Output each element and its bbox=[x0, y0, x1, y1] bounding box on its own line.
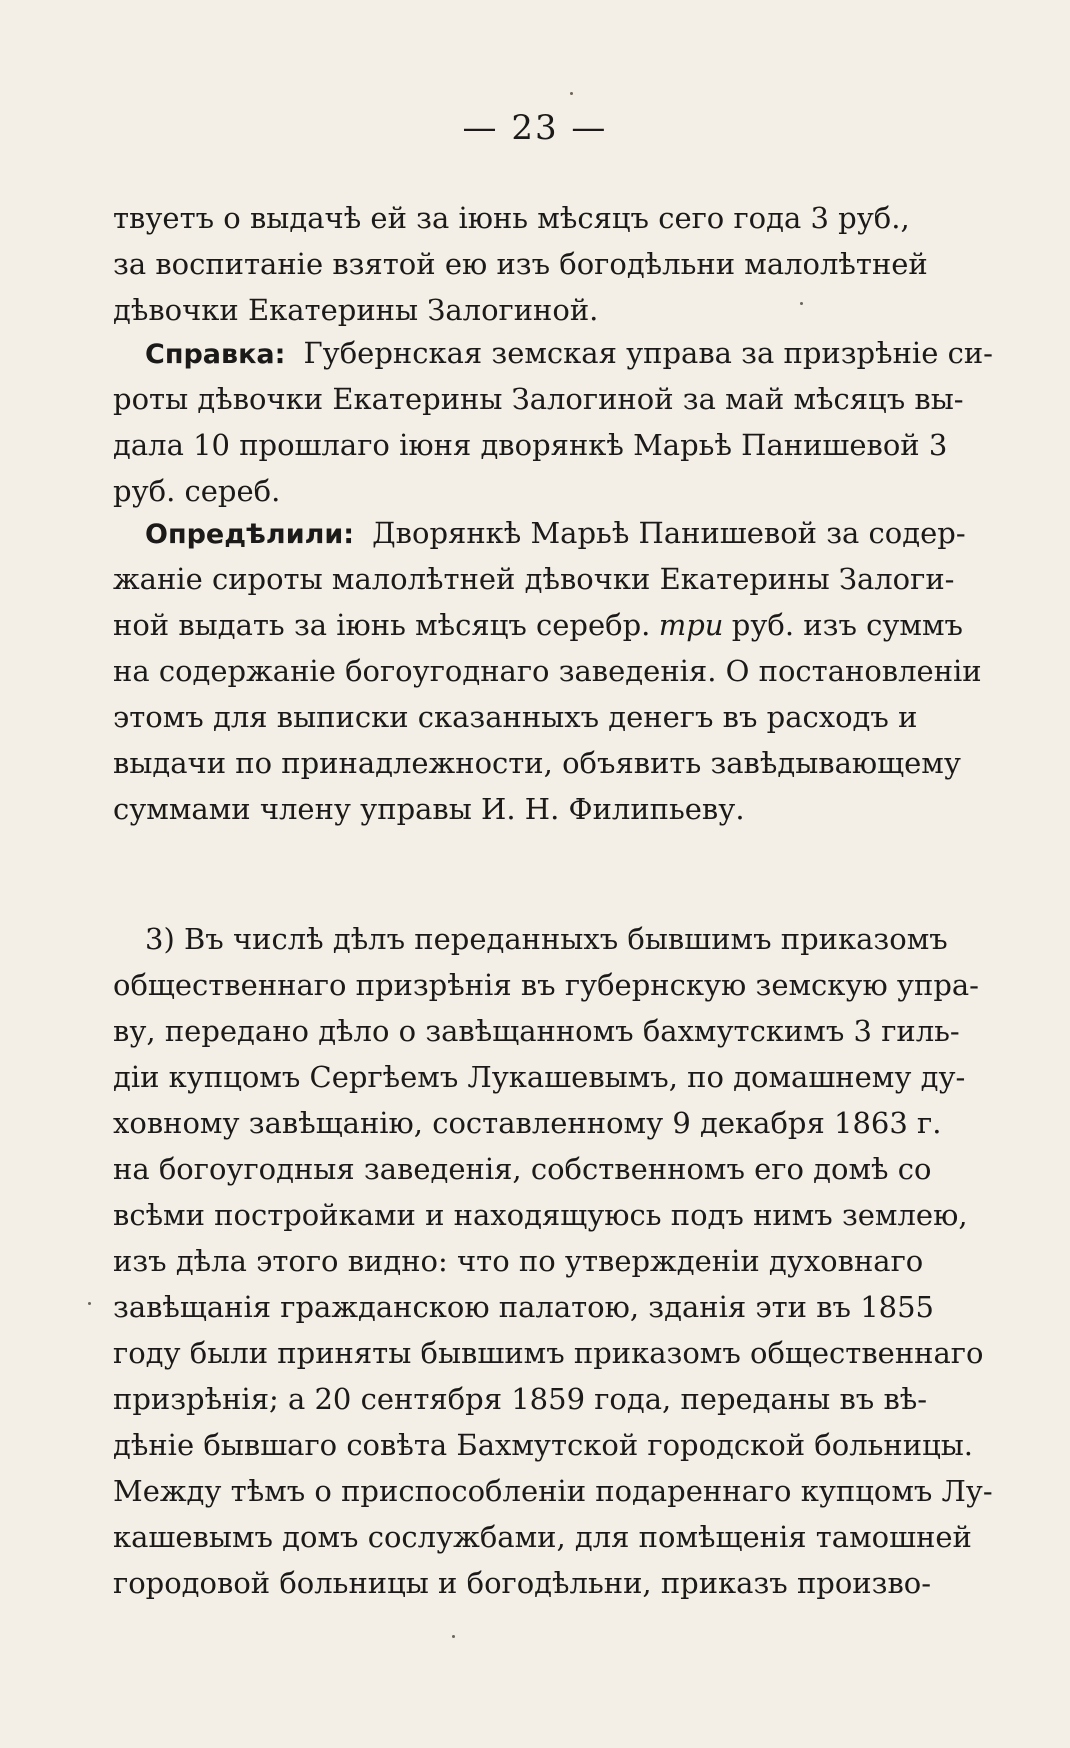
paper-speck bbox=[88, 1302, 91, 1305]
text-line: этомъ для выписки сказанныхъ денегъ въ расходъ и bbox=[113, 700, 918, 734]
paper-speck bbox=[570, 92, 573, 95]
text-line: кашевымъ домъ сослужбами, для помѣщенія тамошней bbox=[113, 1520, 972, 1554]
paper-speck bbox=[800, 302, 803, 305]
text-line: городовой больницы и богодѣльни, приказъ произво- bbox=[113, 1566, 932, 1600]
page-number: — 23 — bbox=[462, 108, 608, 148]
text-line: ховному завѣщанію, составленному 9 декабря 1863 г. bbox=[113, 1106, 942, 1140]
line3-italic-word: три bbox=[658, 608, 724, 642]
paper-speck bbox=[452, 1635, 455, 1638]
text-line: дѣвочки Екатерины Залогиной. bbox=[113, 293, 599, 327]
text-line bbox=[113, 330, 993, 376]
text-line: на богоугодныя заведенія, собственномъ его домѣ со bbox=[113, 1152, 932, 1186]
spravka-label: Справка: bbox=[145, 339, 286, 370]
text-line: на содержаніе богоугоднаго заведенія. О постановленіи bbox=[113, 654, 982, 688]
text-line: выдачи по принадлежности, объявить завѣдывающему bbox=[113, 746, 961, 780]
text-line: Между тѣмъ о приспособленіи подареннаго купцомъ Лу- bbox=[113, 1474, 993, 1508]
text-line: дѣніе бывшаго совѣта Бахмутской городской больницы. bbox=[113, 1428, 974, 1462]
text-line: за воспитаніе взятой ею изъ богодѣльни малолѣтней bbox=[113, 247, 928, 281]
text-line: призрѣнія; а 20 сентября 1859 года, переданы въ вѣ- bbox=[113, 1382, 928, 1416]
text-line: 3) Въ числѣ дѣлъ переданныхъ бывшимъ приказомъ bbox=[145, 922, 948, 956]
text-line: діи купцомъ Сергѣемъ Лукашевымъ, по домашнему ду- bbox=[113, 1060, 966, 1094]
text-line: ву, передано дѣло о завѣщанномъ бахмутскимъ 3 гиль- bbox=[113, 1014, 960, 1048]
text-line: завѣщанія гражданскою палатою, зданія эти въ 1855 bbox=[113, 1290, 935, 1324]
text-line: всѣми постройками и находящуюсь подъ нимъ землею, bbox=[113, 1198, 968, 1232]
text-line: жаніе сироты малолѣтней дѣвочки Екатерины Залоги- bbox=[113, 562, 955, 596]
text-line bbox=[113, 510, 966, 556]
section-3-paragraph bbox=[113, 916, 993, 1606]
text-line bbox=[113, 602, 963, 648]
text-line: руб. сереб. bbox=[113, 474, 281, 508]
text-line: роты дѣвочки Екатерины Залогиной за май мѣсяцъ вы- bbox=[113, 382, 964, 416]
text-line: твуетъ о выдачѣ ей за іюнь мѣсяцъ сего года 3 руб., bbox=[113, 201, 910, 235]
text-line: году были приняты бывшимъ приказомъ общественнаго bbox=[113, 1336, 984, 1370]
line3-before: ной выдать за іюнь мѣсяцъ серебр. bbox=[113, 608, 651, 642]
paragraph-continuation bbox=[113, 195, 963, 333]
spravka-paragraph bbox=[113, 330, 993, 514]
text-line: общественнаго призрѣнія въ губернскую земскую упра- bbox=[113, 968, 979, 1002]
spravka-line1-text: Губернская земская управа за призрѣніе си- bbox=[303, 336, 993, 370]
opredelili-line1-text: Дворянкѣ Марьѣ Панишевой за содер- bbox=[372, 516, 966, 550]
text-line: изъ дѣла этого видно: что по утвержденіи духовнаго bbox=[113, 1244, 924, 1278]
opredelili-paragraph bbox=[113, 510, 982, 832]
line3-after: руб. изъ суммъ bbox=[731, 608, 963, 642]
opredelili-label: Опредѣлили: bbox=[145, 519, 355, 550]
text-line: суммами члену управы И. Н. Филипьеву. bbox=[113, 792, 745, 826]
text-line: дала 10 прошлаго іюня дворянкѣ Марьѣ Панишевой 3 bbox=[113, 428, 948, 462]
